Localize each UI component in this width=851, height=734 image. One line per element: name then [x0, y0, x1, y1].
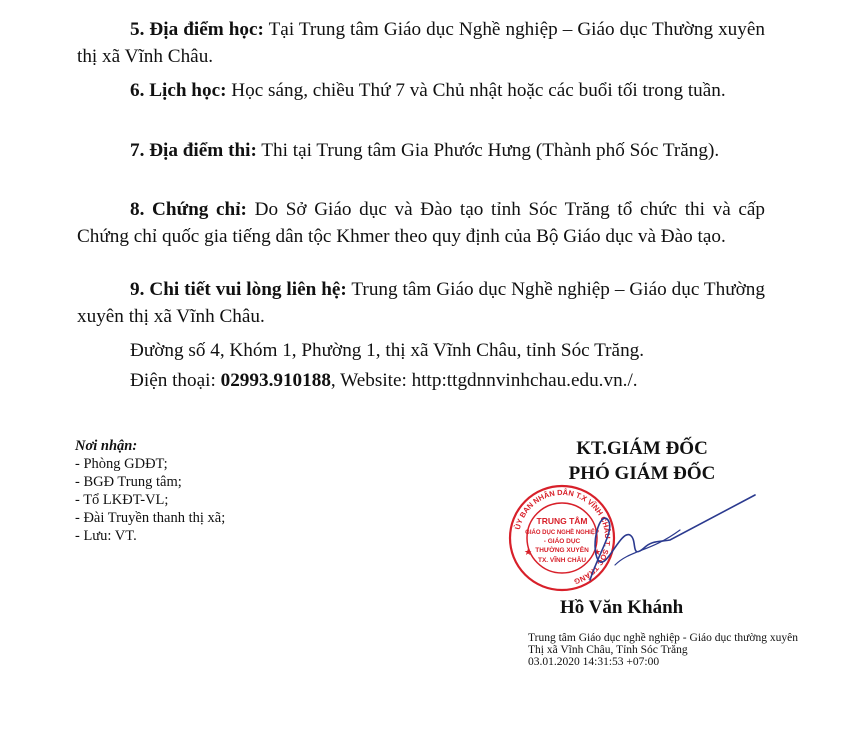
item-8 [77, 196, 765, 250]
signer-name: Hồ Văn Khánh [560, 597, 684, 618]
stamp-center-3: - GIÁO DỤC [543, 538, 581, 545]
website-text: , Website: http:ttgdnnvinhchau.edu.vn./. [330, 370, 638, 391]
item-7 [77, 137, 765, 164]
item-6-label: 6. Lịch học: [130, 80, 227, 101]
recipient-item: - Đài Truyền thanh thị xã; [75, 510, 226, 526]
item-9 [77, 276, 765, 330]
item-9-text: Trung tâm Giáo dục Nghề nghiệp – Giáo dục Thường xuyên thị xã Vĩnh Châu. [77, 279, 765, 327]
digital-signature-line-2: Thị xã Vĩnh Châu, Tỉnh Sóc Trăng [528, 644, 688, 656]
signature-title-1: KT.GIÁM ĐỐC [576, 438, 708, 459]
signature-title-2: PHÓ GIÁM ĐỐC [568, 463, 716, 484]
item-5-label: 5. Địa điểm học: [130, 19, 264, 40]
item-8-label: 8. Chứng chỉ: [130, 199, 247, 220]
contact-line [130, 367, 638, 394]
address-line: Đường số 4, Khóm 1, Phường 1, thị xã Vĩnh Châu, tỉnh Sóc Trăng. [130, 340, 645, 361]
recipient-item: - BGĐ Trung tâm; [75, 474, 182, 490]
stamp-center-2: GIÁO DỤC NGHỀ NGHIỆP [525, 530, 599, 536]
recipients-list [75, 455, 225, 545]
stamp-star-icon: ★ [524, 547, 533, 557]
recipient-item: - Lưu: VT. [75, 528, 137, 544]
item-8-text: Do Sở Giáo dục và Đào tạo tỉnh Sóc Trăng tổ chức thi và cấp Chứng chỉ quốc gia tiếng dân tộc Khmer theo quy định của Bộ Giáo dục và Đào tạo. [77, 199, 766, 247]
signature-block [512, 436, 772, 486]
item-5-text: Tại Trung tâm Giáo dục Nghề nghiệp – Giáo dục Thường xuyên thị xã Vĩnh Châu. [77, 19, 765, 67]
item-7-label: 7. Địa điểm thi: [130, 140, 257, 161]
item-9-label: 9. Chi tiết vui lòng liên hệ: [130, 279, 347, 300]
stamp-center-5: TX. VĨNH CHÂU [537, 557, 587, 564]
stamp-ring-text: ỦY BAN NHÂN DÂN T.X VĨNH CHÂU T. SÓC TRĂNG [512, 487, 613, 587]
digital-signature-info [528, 632, 798, 668]
item-6-text: Học sáng, chiều Thứ 7 và Chủ nhật hoặc các buổi tối trong tuần. [226, 80, 726, 101]
recipients-title: Nơi nhận: [75, 438, 138, 454]
phone-number: 02993.910188 [220, 370, 331, 391]
stamp-center-1: TRUNG TÂM [536, 516, 588, 526]
phone-label: Điện thoại: [130, 370, 221, 391]
digital-signature-line-3: 03.01.2020 14:31:53 +07:00 [528, 656, 660, 668]
recipient-item: - Tổ LKĐT-VL; [75, 492, 169, 508]
item-7-text: Thi tại Trung tâm Gia Phước Hưng (Thành phố Sóc Trăng). [256, 140, 720, 161]
stamp-star-icon: ★ [593, 547, 602, 557]
stamp-center-4: THƯỜNG XUYÊN [535, 547, 589, 554]
item-6 [77, 77, 765, 104]
recipients-block [75, 437, 225, 545]
handwritten-signature [560, 490, 760, 600]
digital-signature-line-1: Trung tâm Giáo dục nghề nghiệp - Giáo dục thường xuyên [528, 632, 798, 644]
item-5 [77, 16, 765, 70]
recipient-item: - Phòng GDĐT; [75, 456, 168, 472]
